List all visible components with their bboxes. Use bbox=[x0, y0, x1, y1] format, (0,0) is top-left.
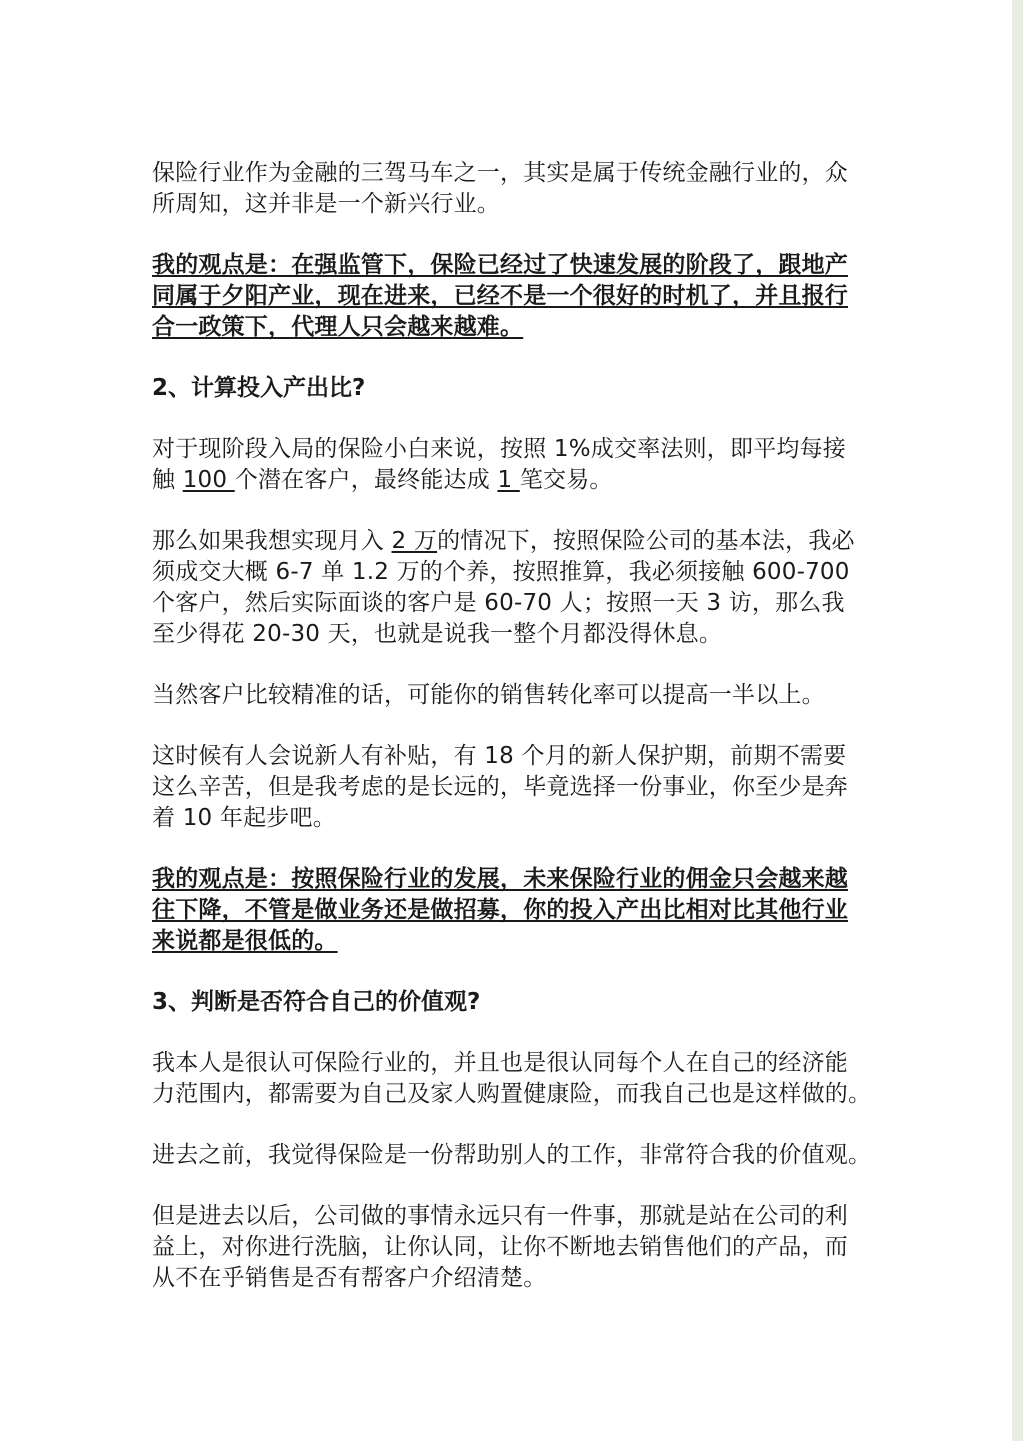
text-run: 的情况下，按照保险公司的基本法，我必 bbox=[437, 528, 855, 554]
heading-section-2: 2、计算投入产出比? bbox=[152, 375, 366, 401]
text-line: 我本人是很认可保险行业的，并且也是很认同每个人在自己的经济能 bbox=[152, 1050, 848, 1076]
text-line: 当然客户比较精准的话，可能你的销售转化率可以提高一半以上。 bbox=[152, 682, 825, 708]
text-line: 进去之前，我觉得保险是一份帮助别人的工作，非常符合我的价值观。 bbox=[152, 1142, 872, 1168]
text-line: 至少得花 20-30 天，也就是说我一整个月都没得休息。 bbox=[152, 621, 723, 647]
text-line bbox=[152, 526, 864, 557]
text-line: 合一政策下，代理人只会越来越难。 bbox=[152, 314, 524, 340]
text-line: 保险行业作为金融的三驾马车之一，其实是属于传统金融行业的，众 bbox=[152, 160, 848, 186]
viewpoint-2 bbox=[152, 864, 864, 957]
text-line bbox=[152, 465, 864, 496]
text-line: 着 10 年起步吧。 bbox=[152, 805, 336, 831]
text-run: 触 bbox=[152, 467, 183, 493]
document-body bbox=[152, 158, 872, 1324]
text-line: 从不在乎销售是否有帮客户介绍清楚。 bbox=[152, 1265, 547, 1291]
paragraph-intro bbox=[152, 158, 864, 220]
text-run: 那么如果我想实现月入 bbox=[152, 528, 392, 554]
page-edge bbox=[1012, 0, 1023, 1441]
viewpoint-1 bbox=[152, 250, 864, 343]
text-run: 笔交易。 bbox=[519, 467, 613, 493]
underlined-number: 1 bbox=[497, 467, 520, 493]
text-line: 我的观点是：按照保险行业的发展，未来保险行业的佣金只会越来越 bbox=[152, 866, 848, 892]
text-line: 但是进去以后，公司做的事情永远只有一件事，那就是站在公司的利 bbox=[152, 1203, 848, 1229]
text-line: 这么辛苦，但是我考虑的是长远的，毕竟选择一份事业，你至少是奔 bbox=[152, 774, 848, 800]
paragraph-precise-clients bbox=[152, 680, 864, 711]
text-line: 对于现阶段入局的保险小白来说，按照 1%成交率法则，即平均每接 bbox=[152, 436, 846, 462]
text-line: 同属于夕阳产业，现在进来，已经不是一个很好的时机了，并且报行 bbox=[152, 283, 848, 309]
text-line: 往下降，不管是做业务还是做招募，你的投入产出比相对比其他行业 bbox=[152, 897, 848, 923]
text-line: 益上，对你进行洗脑，让你认同，让你不断地去销售他们的产品，而 bbox=[152, 1234, 848, 1260]
paragraph-after-joining bbox=[152, 1201, 864, 1294]
underlined-number: 2 万 bbox=[391, 528, 438, 554]
text-line: 所周知，这并非是一个新兴行业。 bbox=[152, 191, 500, 217]
paragraph-values bbox=[152, 1048, 872, 1110]
text-line: 来说都是很低的。 bbox=[152, 928, 338, 954]
text-line: 这时候有人会说新人有补贴，有 18 个月的新人保护期，前期不需要 bbox=[152, 743, 847, 769]
text-line: 我的观点是：在强监管下，保险已经过了快速发展的阶段了，跟地产 bbox=[152, 252, 848, 278]
paragraph-before-joining bbox=[152, 1140, 872, 1171]
paragraph-conversion-rule bbox=[152, 434, 864, 496]
text-line: 个客户，然后实际面谈的客户是 60-70 人；按照一天 3 访，那么我 bbox=[152, 590, 845, 616]
text-line: 力范围内，都需要为自己及家人购置健康险，而我自己也是这样做的。 bbox=[152, 1081, 872, 1107]
text-line: 须成交大概 6-7 单 1.2 万的个养，按照推算，我必须接触 600-700 bbox=[152, 559, 850, 585]
paragraph-income-calc bbox=[152, 526, 864, 650]
heading-section-3: 3、判断是否符合自己的价值观? bbox=[152, 989, 481, 1015]
paragraph-subsidy bbox=[152, 741, 864, 834]
text-run: 个潜在客户，最终能达成 bbox=[234, 467, 498, 493]
underlined-number: 100 bbox=[182, 467, 235, 493]
